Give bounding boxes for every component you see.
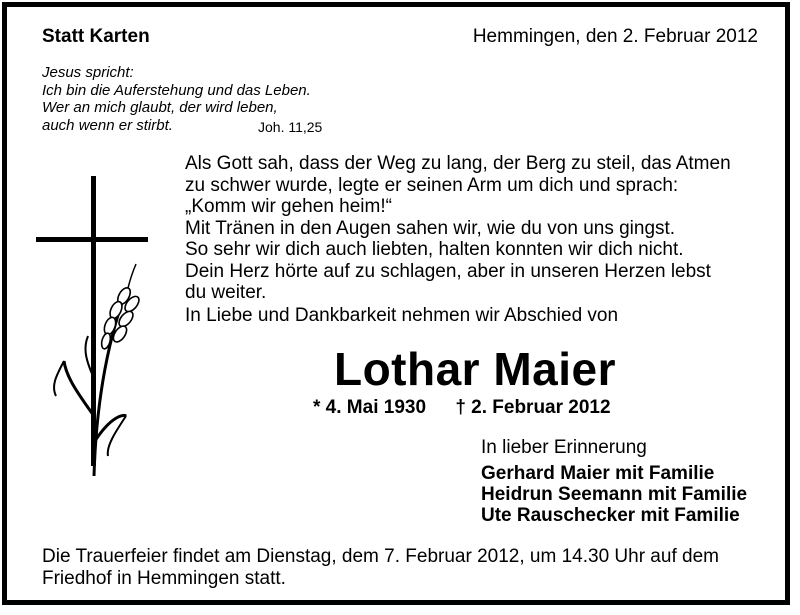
- mourners-list: [481, 463, 747, 526]
- mourners-heading: In lieber Erinnerung: [481, 437, 647, 458]
- deceased-name-row: [0, 342, 800, 396]
- farewell-intro: In Liebe und Dankbarkeit nehmen wir Abschied von: [185, 305, 619, 326]
- header-statt-karten: Statt Karten: [42, 26, 150, 47]
- poem-line: „Komm wir gehen heim!“: [185, 196, 392, 217]
- funeral-info: [42, 546, 719, 589]
- poem: [185, 153, 731, 304]
- quote-line: Wer an mich glaubt, der wird leben,: [42, 99, 278, 116]
- mourner-name: Ute Rauschecker mit Familie: [481, 505, 740, 526]
- poem-line: Als Gott sah, dass der Weg zu lang, der Berg zu steil, das Atmen: [185, 153, 731, 174]
- birth-date: * 4. Mai 1930: [313, 397, 427, 418]
- deceased-name: Lothar Maier: [333, 343, 617, 395]
- quote-line: auch wenn er stirbt.: [42, 116, 173, 134]
- poem-line: zu schwer wurde, legte er seinen Arm um dich und sprach:: [185, 174, 679, 196]
- funeral-line: Friedhof in Hemmingen statt.: [42, 567, 286, 589]
- death-date: † 2. Februar 2012: [455, 397, 611, 418]
- poem-line: So sehr wir dich auch liebten, halten konnten wir dich nicht.: [185, 239, 684, 260]
- quote-line: Ich bin die Auferstehung und das Leben.: [42, 81, 311, 99]
- funeral-line: Die Trauerfeier findet am Dienstag, dem 7. Februar 2012, um 14.30 Uhr auf dem: [42, 546, 719, 567]
- poem-line: Dein Herz hörte auf zu schlagen, aber in unseren Herzen lebst: [185, 260, 711, 282]
- mourner-name: Heidrun Seemann mit Familie: [481, 484, 748, 505]
- header-place-date: Hemmingen, den 2. Februar 2012: [472, 26, 758, 47]
- quote-line: Jesus spricht:: [42, 64, 134, 81]
- mourner-name: Gerhard Maier mit Familie: [481, 463, 715, 484]
- poem-line: du weiter.: [185, 282, 267, 303]
- quote-reference: Joh. 11,25: [258, 119, 323, 135]
- life-dates: [313, 397, 611, 419]
- poem-line: Mit Tränen in den Augen sahen wir, wie du von uns gingst.: [185, 217, 676, 239]
